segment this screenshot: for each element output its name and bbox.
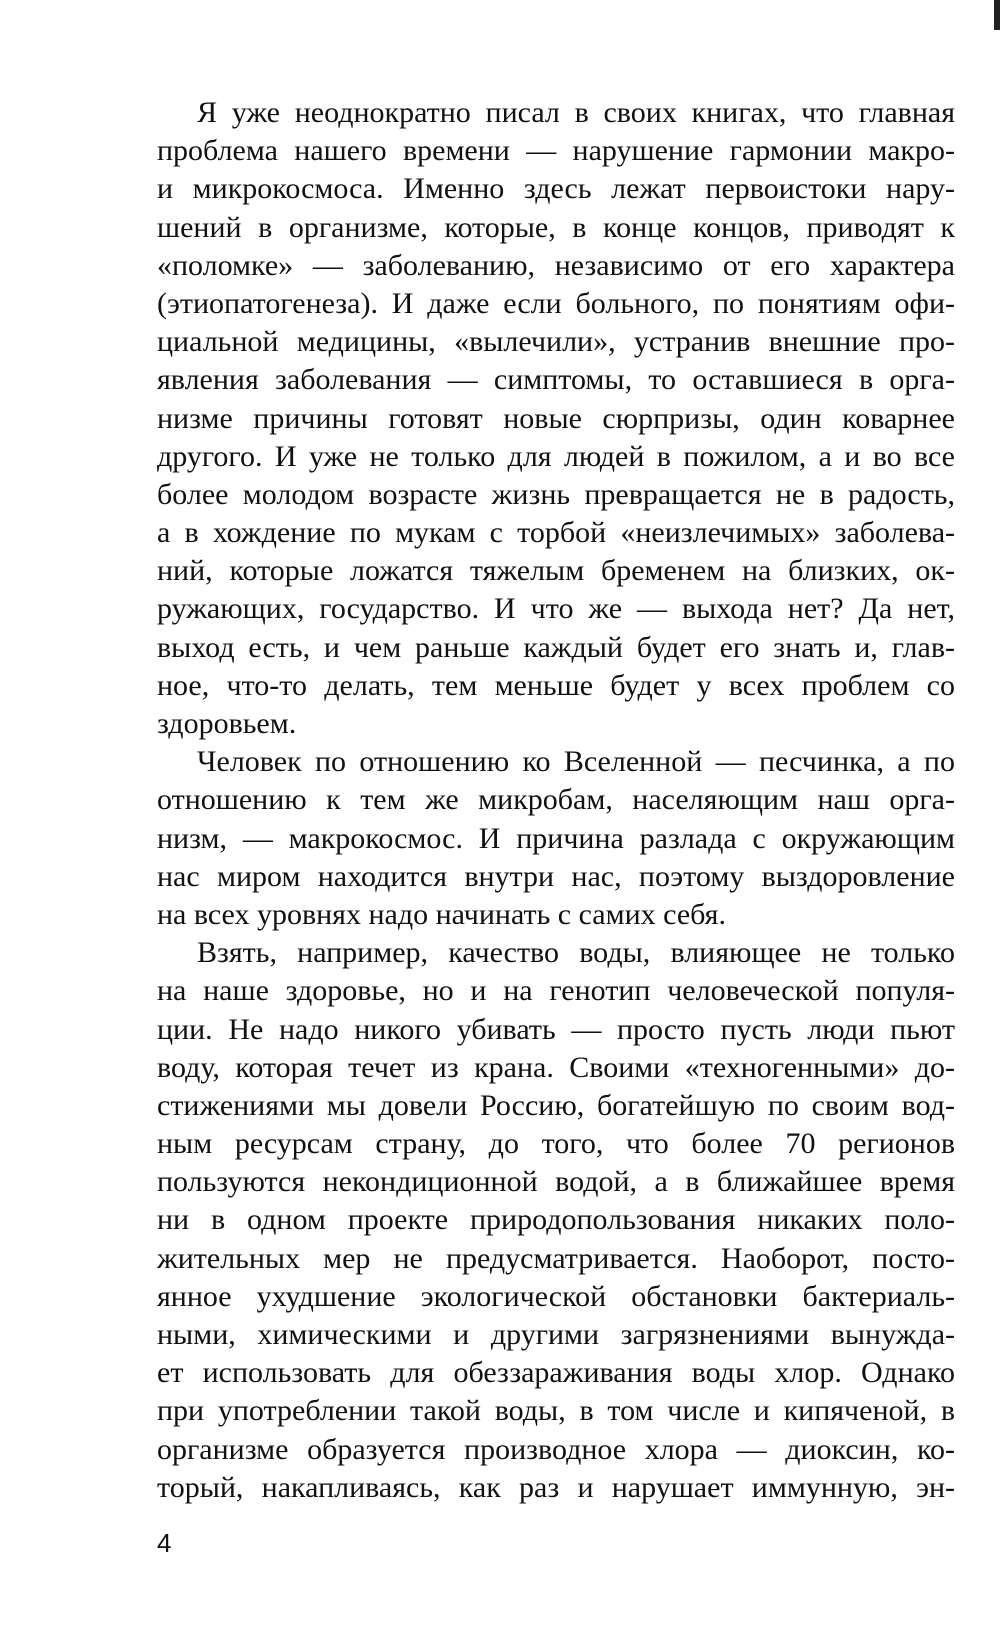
text-line: при употреблении такой воды, в том числе и кипяченой, в	[157, 1394, 955, 1428]
text-line: отношению к тем же микробам, населяющим наш орга-	[157, 783, 955, 817]
text-line: ции. Не надо никого убивать — просто пусть люди пьют	[157, 1012, 955, 1046]
text-line: янное ухудшение экологической обстановки бактериаль-	[157, 1279, 955, 1313]
text-line: стижениями мы довели Россию, богатейшую по своим вод-	[157, 1088, 955, 1122]
page-edge-mark	[994, 0, 1000, 30]
text-line: ружающих, государство. И что же — выхода нет? Да нет,	[157, 592, 955, 626]
text-line: организме образуется производное хлора — диоксин, ко-	[157, 1432, 955, 1466]
text-line: пользуются некондиционной водой, а в ближайшее время	[157, 1165, 955, 1199]
text-line: Человек по отношению ко Вселенной — песчинка, а по	[197, 745, 955, 779]
text-line: ет использовать для обеззараживания воды хлор. Однако	[157, 1356, 955, 1390]
text-line: ными, химическими и другими загрязнениями вынужда-	[157, 1318, 955, 1351]
text-line: циальной медицины, «вылечили», устранив внешние про-	[157, 325, 955, 359]
text-line: на всех уровнях надо начинать с самих себя.	[157, 897, 726, 931]
text-line: здоровьем.	[157, 707, 297, 740]
text-line: более молодом возрасте жизнь превращается не в радость,	[157, 477, 955, 511]
text-line: ное, что-то делать, тем меньше будет у всех проблем со	[157, 668, 955, 702]
text-line: проблема нашего времени — нарушение гармонии макро-	[157, 134, 955, 168]
text-line: на наше здоровье, но и на генотип человеческой популя-	[157, 974, 955, 1008]
text-line: (этиопатогенеза). И даже если больного, по понятиям офи-	[157, 286, 955, 320]
text-line: явления заболевания — симптомы, то оставшиеся в орга-	[157, 363, 955, 397]
text-line: ний, которые ложатся тяжелым бременем на близких, ок-	[157, 554, 955, 588]
text-line: а в хождение по мукам с торбой «неизлечимых» заболева-	[157, 516, 955, 550]
text-line: и микрокосмоса. Именно здесь лежат первоистоки нару-	[157, 172, 955, 206]
text-line: воду, которая течет из крана. Своими «техногенными» до-	[157, 1050, 955, 1084]
text-line: торый, накапливаясь, как раз и нарушает иммунную, эн-	[157, 1470, 955, 1504]
text-line: выход есть, и чем раньше каждый будет его знать и, глав-	[157, 630, 955, 664]
page-number: 4	[157, 1528, 172, 1558]
text-line: шений в организме, которые, в конце концов, приводят к	[157, 210, 955, 244]
text-line: другого. И уже не только для людей в пожилом, а и во все	[157, 439, 955, 473]
text-line: нас миром находится внутри нас, поэтому выздоровление	[157, 859, 955, 893]
text-line: Я уже неоднократно писал в своих книгах, что главная	[197, 96, 955, 129]
body-text	[157, 94, 955, 1507]
text-line: «поломке» — заболеванию, независимо от его характера	[157, 248, 955, 282]
text-line: низм, — макрокосмос. И причина разлада с окружающим	[157, 821, 955, 855]
text-line: Взять, например, качество воды, влияющее не только	[197, 936, 955, 970]
text-line: ни в одном проекте природопользования никаких поло-	[157, 1203, 955, 1237]
text-line: жительных мер не предусматривается. Наоборот, посто-	[157, 1241, 955, 1275]
text-line: ным ресурсам страну, до того, что более 70 регионов	[157, 1127, 955, 1161]
text-line: низме причины готовят новые сюрпризы, один коварнее	[157, 401, 955, 435]
